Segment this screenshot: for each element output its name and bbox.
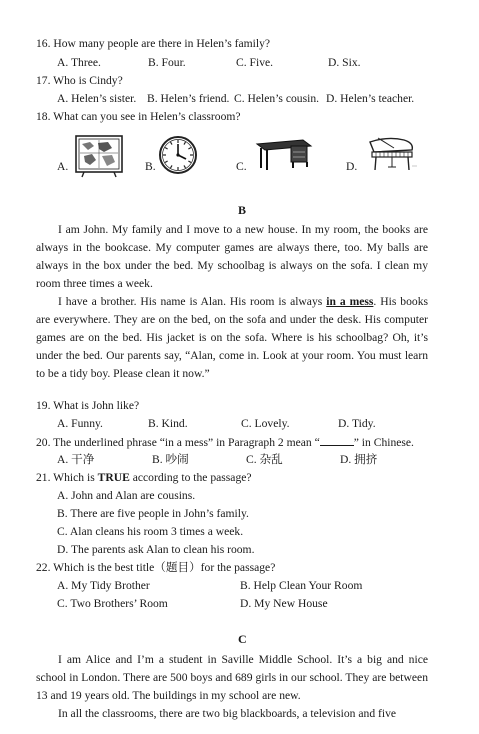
q21-stem-bold: TRUE <box>97 471 130 484</box>
q21-option-b: B. There are five people in John’s family. <box>57 507 249 520</box>
q19-option-a: A. Funny. <box>57 417 103 430</box>
answer-blank <box>320 436 354 446</box>
q19-option-c: C. Lovely. <box>241 417 290 430</box>
q19-option-d: D. Tidy. <box>338 417 376 430</box>
q22-option-d: D. My New House <box>240 597 328 610</box>
q20-stem-after: ” in Chinese. <box>353 436 414 449</box>
piano-picture <box>364 134 418 174</box>
q20-option-a: A. 干净 <box>57 453 95 466</box>
section-c-paragraph-2: In all the classrooms, there are two big blackboards, a television and five <box>58 707 397 720</box>
paragraph-2-text-before: I have a brother. His name is Alan. His room is always <box>58 295 327 308</box>
q18-option-c: C. <box>236 160 247 173</box>
q18-option-a: A. <box>57 160 69 173</box>
q21-stem <box>36 472 252 484</box>
q20-stem-before: 20. The underlined phrase “in a mess” in Paragraph 2 mean “ <box>36 436 320 449</box>
q22-option-a: A. My Tidy Brother <box>57 579 150 592</box>
section-c-paragraph-1: I am Alice and I’m a student in Saville Middle School. It’s a big and nice school in London. There are 500 boys and 689 girls in our school. They are between 13 and 19 years old. The buildings in my school are new. <box>36 653 428 702</box>
q21-option-d: D. The parents ask Alan to clean his room. <box>57 543 255 556</box>
q21-stem-after: according to the passage? <box>129 471 252 484</box>
q17-option-a: A. Helen’s sister. <box>57 92 137 105</box>
q20-stem <box>36 436 414 449</box>
q21-option-c: C. Alan cleans his room 3 times a week. <box>57 525 244 538</box>
q20-option-c: C. 杂乱 <box>246 453 283 466</box>
q20-option-d: D. 拥挤 <box>340 453 378 466</box>
underlined-phrase: in a mess <box>326 295 374 308</box>
q19-stem: 19. What is John like? <box>36 399 140 412</box>
desk-picture <box>253 136 313 172</box>
section-b-paragraph-1: I am John. My family and I move to a new house. In my room, the books are always in the bookcase. My computer games are always there, too. My balls are always in the box under the bed. My schoolbag is always on the sofa. I clean my room three times a week. <box>36 223 428 290</box>
q16-option-a: A. Three. <box>57 56 101 69</box>
q17-stem: 17. Who is Cindy? <box>36 74 123 87</box>
q16-option-c: C. Five. <box>236 56 274 69</box>
paragraph-2-text-after: . His books are everywhere. They are on the bed, on the sofa and under the desk. His computer games are on the bed. His jacket is on the sofa. Where is his schoolbag? Oh, it’s under the bed. Our parents say, “Alan, come in. Look at your room. You must learn to be a tidy boy. Please clean it now.” <box>36 295 428 380</box>
q21-stem-before: 21. Which is <box>36 471 98 484</box>
q21-option-a: A. John and Alan are cousins. <box>57 489 196 502</box>
q17-option-c: C. Helen’s cousin. <box>234 92 320 105</box>
q16-option-b: B. Four. <box>148 56 186 69</box>
q18-stem: 18. What can you see in Helen’s classroom? <box>36 110 241 123</box>
section-b-paragraph-2 <box>36 293 428 383</box>
map-picture <box>74 134 124 178</box>
q22-option-b: B. Help Clean Your Room <box>240 579 363 592</box>
q22-option-c: C. Two Brothers’ Room <box>57 597 168 610</box>
q19-option-b: B. Kind. <box>148 417 188 430</box>
q18-option-d: D. <box>346 160 358 173</box>
q16-stem: 16. How many people are there in Helen’s family? <box>36 37 271 50</box>
q17-option-d: D. Helen’s teacher. <box>326 92 415 105</box>
q20-option-b: B. 吵闹 <box>152 453 189 466</box>
section-c-heading: C <box>238 632 247 646</box>
q17-option-b: B. Helen’s friend. <box>147 92 230 105</box>
q18-option-b: B. <box>145 160 156 173</box>
clock-picture <box>158 135 198 175</box>
q22-stem: 22. Which is the best title（题目）for the passage? <box>36 561 276 574</box>
section-b-heading: B <box>238 203 247 217</box>
q16-option-d: D. Six. <box>328 56 361 69</box>
